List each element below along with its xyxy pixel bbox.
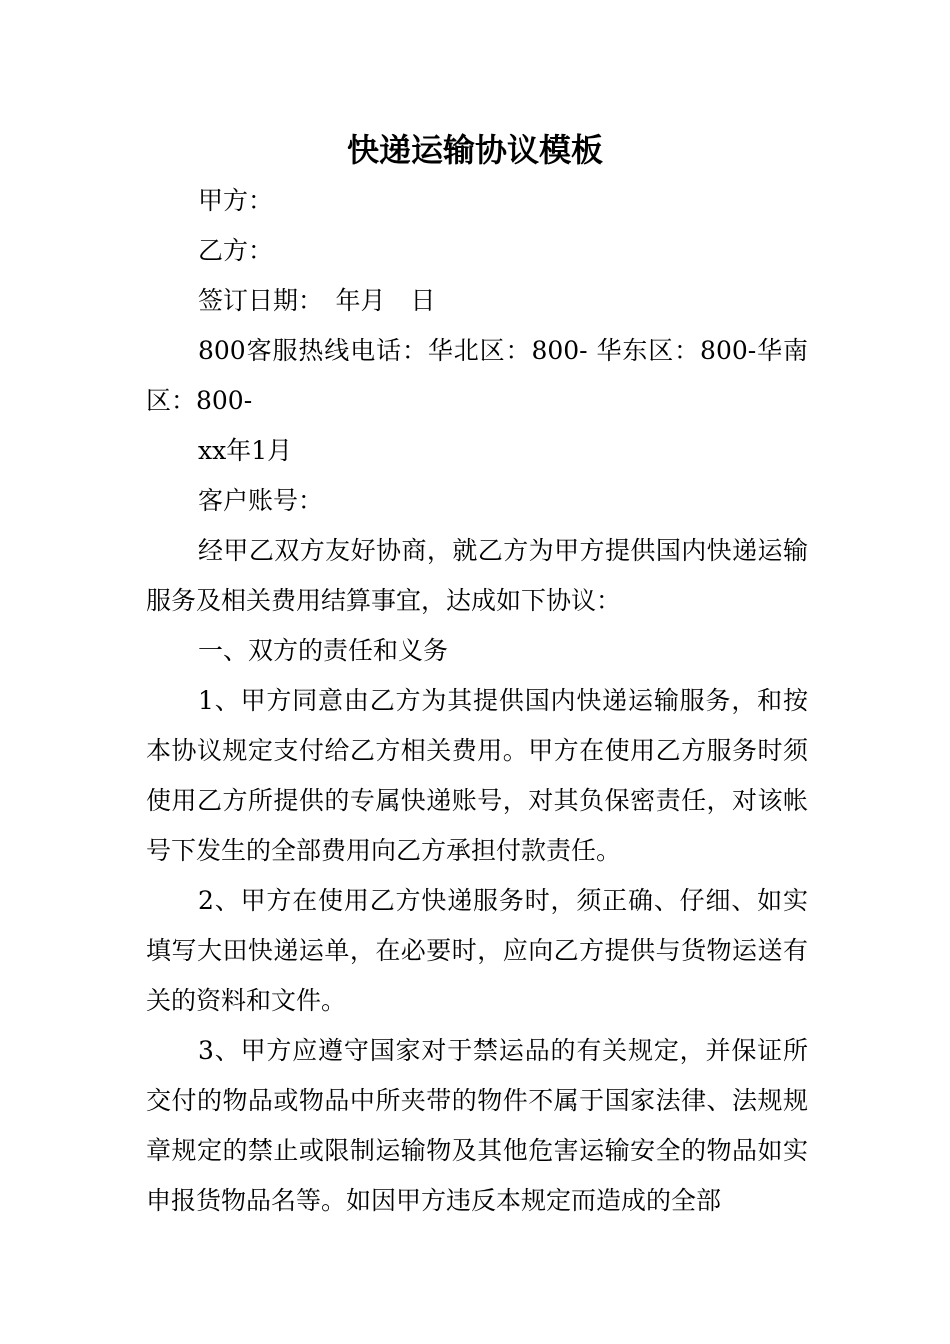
hotline-line: 800客服热线电话：华北区：800- 华东区：800-华南区：800-: [146, 336, 808, 415]
clause-1-paragraph: 1、甲方同意由乙方为其提供国内快递运输服务，和按本协议规定支付给乙方相关费用。甲方在使用乙方服务时须使用乙方所提供的专属快递账号，对其负保密责任，对该帐号下发生的全部费用向乙方承担付款责任。: [146, 686, 808, 865]
document-title: 快递运输协议模板: [346, 131, 603, 169]
section-1-heading: 一、双方的责任和义务: [198, 636, 449, 665]
preamble-paragraph: 经甲乙双方友好协商，就乙方为甲方提供国内快递运输服务及相关费用结算事宜，达成如下协议：: [146, 536, 808, 615]
account-line: 客户账号：: [198, 486, 324, 515]
party-b-line: 乙方：: [198, 236, 274, 265]
clause-2-paragraph: 2、甲方在使用乙方快递服务时，须正确、仔细、如实填写大田快递运单，在必要时，应向乙方提供与货物运送有关的资料和文件。: [146, 886, 808, 1015]
clause-3-paragraph: 3、甲方应遵守国家对于禁运品的有关规定，并保证所交付的物品或物品中所夹带的物件不属于国家法律、法规规章规定的禁止或限制运输物及其他危害运输安全的物品如实申报货物品名等。如因甲方违反本规定而造成的全部: [146, 1036, 808, 1215]
month-line: xx年1月: [198, 436, 293, 465]
document-body: [146, 176, 808, 1226]
party-a-line: 甲方：: [198, 186, 274, 215]
sign-date-line: 签订日期： 年月 日: [198, 286, 436, 315]
